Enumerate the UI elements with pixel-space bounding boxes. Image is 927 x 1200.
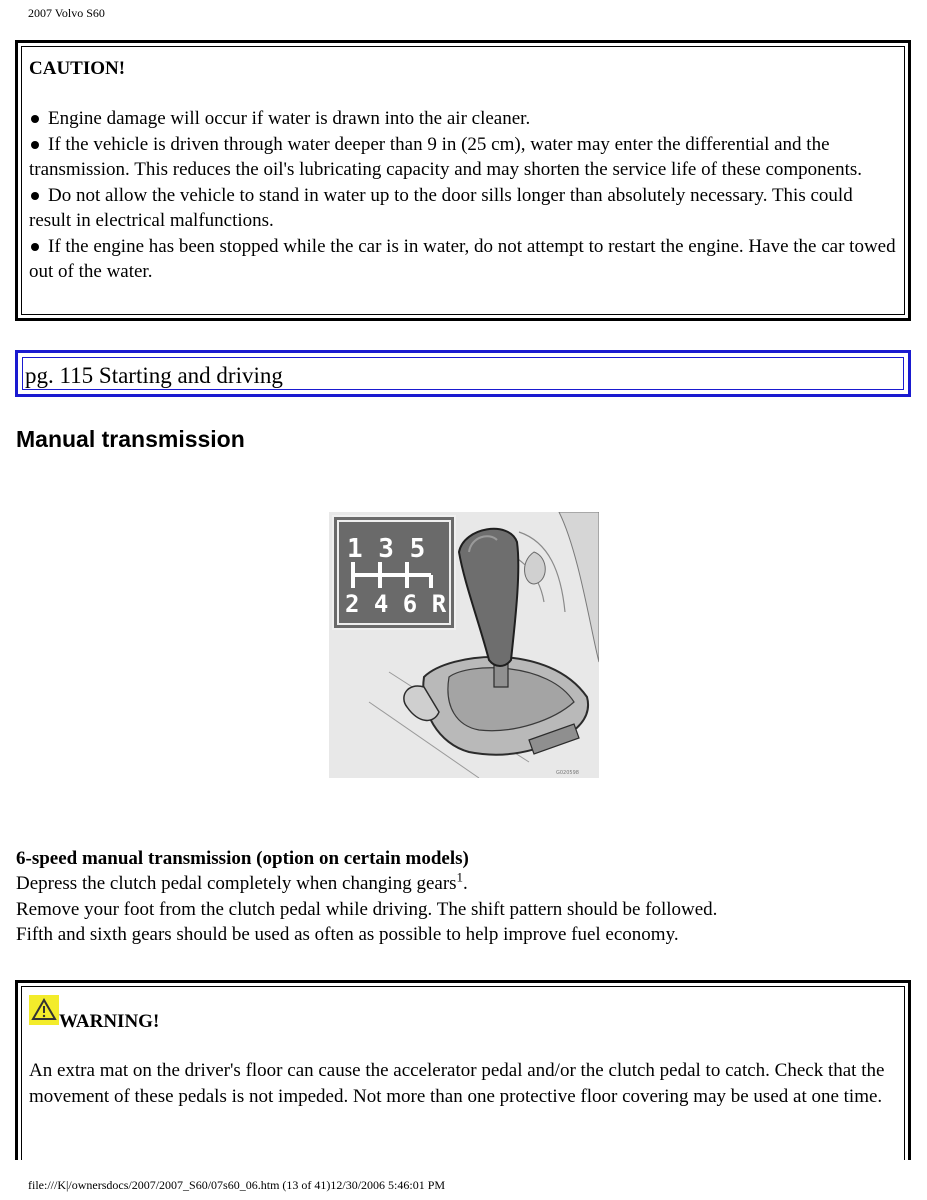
bullet-icon: [31, 141, 39, 149]
body-line-text: Depress the clutch pedal completely when changing gears: [16, 873, 457, 894]
caution-title: CAUTION!: [29, 58, 126, 79]
body-line: Fifth and sixth gears should be used as often as possible to help improve fuel economy.: [16, 924, 679, 945]
warning-box: [15, 980, 911, 1160]
warning-title: WARNING!: [59, 1011, 160, 1032]
body-line-end: .: [463, 873, 468, 894]
caution-box-inner: [21, 46, 905, 315]
page-reference-box: [15, 350, 911, 397]
section-heading: Manual transmission: [16, 426, 245, 452]
caution-item-text: If the engine has been stopped while the car is in water, do not attempt to restart the engine. Have the car towed out of the water.: [29, 235, 896, 282]
body-line: Remove your foot from the clutch pedal while driving. The shift pattern should be followed.: [16, 898, 718, 920]
warning-text: An extra mat on the driver's floor can cause the accelerator pedal and/or the clutch pedal to catch. Check that the movement of these pedals is not impeded. Not more than one protective floor covering may be used at one time.: [29, 1060, 885, 1107]
caution-item-text: Engine damage will occur if water is drawn into the air cleaner.: [48, 108, 531, 129]
page-reference: pg. 115 Starting and driving: [22, 357, 904, 390]
gear-shifter-illustration: [329, 512, 599, 778]
caution-item: [29, 234, 896, 285]
bullet-icon: [31, 115, 39, 123]
caution-item: [29, 183, 896, 234]
caution-item: [29, 106, 896, 132]
footnote-marker: 1: [456, 869, 464, 885]
shift-pattern-bottom-row: 2 4 6 R: [345, 590, 447, 618]
warning-triangle-icon: [29, 995, 59, 1025]
caution-item-text: If the vehicle is driven through water deeper than 9 in (25 cm), water may enter the differential and the transmission. This reduces the oil's lubricating capacity and may shorten the service life of these components.: [29, 133, 863, 180]
caution-box: [15, 40, 911, 321]
warning-title-row: [29, 995, 896, 1031]
gear-shifter-image: [329, 512, 599, 778]
body-line: [16, 871, 906, 897]
shift-pattern-top-row: 1 3 5: [347, 534, 426, 564]
warning-box-inner: [21, 986, 905, 1160]
subheading: 6-speed manual transmission (option on certain models): [16, 848, 469, 869]
image-code: G020598: [556, 770, 579, 776]
document-footer: file:///K|/ownersdocs/2007/2007_S60/07s60_06.htm (13 of 41)12/30/2006 5:46:01 PM: [28, 1178, 446, 1192]
bullet-icon: [31, 243, 39, 251]
document-header: 2007 Volvo S60: [28, 6, 105, 20]
bullet-icon: [31, 192, 39, 200]
caution-item: [29, 132, 896, 183]
caution-item-text: Do not allow the vehicle to stand in water up to the door sills longer than absolutely necessary. This could result in electrical malfunctions.: [29, 184, 853, 231]
transmission-body: [16, 846, 906, 948]
